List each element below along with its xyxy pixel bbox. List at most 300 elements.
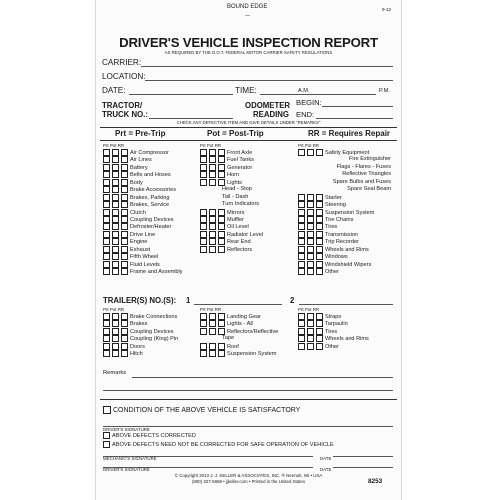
doors-rr-checkbox[interactable] (121, 343, 128, 350)
legend-bottom-rule (100, 140, 397, 141)
wheels-and-rims-rr-checkbox[interactable] (316, 335, 323, 342)
item-row-muffler (200, 216, 263, 223)
item-label: Reflectors/Reflective (227, 328, 279, 335)
steering-prt-checkbox[interactable] (298, 201, 305, 208)
bound-edge-tick: — (245, 13, 250, 19)
brake-accessories-pot-checkbox[interactable] (112, 186, 119, 193)
fuel-tanks-pot-checkbox[interactable] (209, 156, 216, 163)
exhaust-pot-checkbox[interactable] (112, 246, 119, 253)
wheels-and-rims-prt-checkbox[interactable] (298, 246, 305, 253)
generator-prt-checkbox[interactable] (200, 164, 207, 171)
item-row-clutch (103, 209, 183, 216)
item-row-tape (200, 335, 278, 342)
lights-prt-checkbox[interactable] (200, 179, 207, 186)
legend-top-rule (100, 127, 397, 128)
coupling-devices-pot-checkbox[interactable] (112, 328, 119, 335)
item-label: Tires (325, 224, 338, 231)
safety-equipment-rr-checkbox[interactable] (316, 149, 323, 156)
odometer-label: ODOMETER (245, 101, 291, 110)
battery-prt-checkbox[interactable] (103, 164, 110, 171)
defects-not-needed-checkbox[interactable] (103, 441, 110, 448)
body-pot-checkbox[interactable] (112, 179, 119, 186)
brake-accessories-prt-checkbox[interactable] (103, 186, 110, 193)
drive-line-pot-checkbox[interactable] (112, 231, 119, 238)
suspension-system-pot-checkbox[interactable] (307, 209, 314, 216)
legend-post-trip: Pot = Post-Trip (207, 129, 264, 138)
mirrors-prt-checkbox[interactable] (200, 209, 207, 216)
item-row-landing-gear (200, 313, 278, 320)
driver-date-label: DATE (320, 467, 332, 472)
item-label: Fluid Levels (130, 261, 160, 268)
item-label: Straps (325, 313, 342, 320)
air-compressor-rr-checkbox[interactable] (121, 149, 128, 156)
other-prt-checkbox[interactable] (298, 343, 305, 350)
generator-rr-checkbox[interactable] (218, 164, 225, 171)
tarpaulin-prt-checkbox[interactable] (298, 320, 305, 327)
air-lines-pot-checkbox[interactable] (112, 156, 119, 163)
trip-recorder-prt-checkbox[interactable] (298, 238, 305, 245)
item-label: Coupling Devices (130, 216, 174, 223)
roof-prt-checkbox[interactable] (200, 343, 207, 350)
straps-prt-checkbox[interactable] (298, 313, 305, 320)
item-label: Roof (227, 343, 239, 350)
trailer-number-2-field[interactable] (299, 304, 393, 305)
item-row-belts-and-hoses (103, 171, 183, 178)
item-row-safety-equipment (298, 149, 393, 156)
drive-line-prt-checkbox[interactable] (103, 231, 110, 238)
item-label: Suspension System (227, 351, 277, 358)
coupling-devices-prt-checkbox[interactable] (103, 328, 110, 335)
tractor-label: TRACTOR/ (102, 101, 143, 110)
straps-pot-checkbox[interactable] (307, 313, 314, 320)
coupling-devices-prt-checkbox[interactable] (103, 216, 110, 223)
item-row-roof (200, 343, 278, 350)
wheels-and-rims-rr-checkbox[interactable] (316, 246, 323, 253)
trailer-col2-heads (200, 308, 221, 312)
radiator-level-pot-checkbox[interactable] (209, 231, 216, 238)
tire-chains-rr-checkbox[interactable] (316, 216, 323, 223)
item-label: Tarpaulin (325, 321, 348, 328)
muffler-prt-checkbox[interactable] (200, 216, 207, 223)
reflectors-reflective-prt-checkbox[interactable] (200, 328, 207, 335)
item-row-other (298, 343, 369, 350)
legend-pre-trip: Prt = Pre-Trip (115, 129, 166, 138)
coupling-devices-rr-checkbox[interactable] (121, 328, 128, 335)
other-rr-checkbox[interactable] (316, 268, 323, 275)
item-row-coupling-king-pin (103, 335, 178, 342)
reflectors-reflective-rr-checkbox[interactable] (218, 328, 225, 335)
belts-and-hoses-prt-checkbox[interactable] (103, 171, 110, 178)
doors-pot-checkbox[interactable] (112, 343, 119, 350)
rear-end-rr-checkbox[interactable] (218, 238, 225, 245)
generator-pot-checkbox[interactable] (209, 164, 216, 171)
item-label: Other (325, 343, 339, 350)
item-label: Air Lines (130, 157, 152, 164)
brakes-service-prt-checkbox[interactable] (103, 201, 110, 208)
other-rr-checkbox[interactable] (316, 343, 323, 350)
body-rr-checkbox[interactable] (121, 179, 128, 186)
tires-pot-checkbox[interactable] (307, 328, 314, 335)
trip-recorder-pot-checkbox[interactable] (307, 238, 314, 245)
oil-level-prt-checkbox[interactable] (200, 223, 207, 230)
landing-gear-rr-checkbox[interactable] (218, 313, 225, 320)
tarpaulin-pot-checkbox[interactable] (307, 320, 314, 327)
prt-head: Prt (103, 307, 109, 312)
hitch-pot-checkbox[interactable] (112, 350, 119, 357)
check-note: CHECK ANY DEFECTIVE ITEM AND GIVE DETAILS UNDER "REMARKS" (176, 120, 321, 125)
item-row-steering (298, 201, 393, 208)
footer-copyright: © Copyright 2013 J. J. KELLER & ASSOCIATES, INC. ® Neenah, WI • USA (174, 473, 323, 478)
mechanic-signature-label: MECHANIC'S SIGNATURE (103, 456, 157, 461)
clutch-prt-checkbox[interactable] (103, 209, 110, 216)
windows-prt-checkbox[interactable] (298, 253, 305, 260)
coupling-devices-pot-checkbox[interactable] (112, 216, 119, 223)
inspection-report-sheet (96, 0, 401, 500)
item-label: Safety Equipment (325, 149, 370, 156)
frame-and-assembly-rr-checkbox[interactable] (121, 268, 128, 275)
lights-all-rr-checkbox[interactable] (218, 320, 225, 327)
item-label: Belts and Hoses (130, 172, 171, 179)
transmission-prt-checkbox[interactable] (298, 231, 305, 238)
item-label: Clutch (130, 209, 146, 216)
location-field[interactable] (145, 80, 393, 81)
brake-connections-prt-checkbox[interactable] (103, 313, 110, 320)
oil-level-pot-checkbox[interactable] (209, 223, 216, 230)
rr-head: RR (214, 307, 222, 312)
item-label: Lights (227, 179, 242, 186)
air-compressor-pot-checkbox[interactable] (112, 149, 119, 156)
item-label: Coupling Devices (130, 328, 174, 335)
item-row-horn (200, 171, 263, 178)
item-row-other (298, 268, 393, 275)
prt-head: Prt (298, 143, 304, 148)
item-row-wheels-and-rims (298, 335, 369, 342)
brakes-service-rr-checkbox[interactable] (121, 201, 128, 208)
remarks-line-2[interactable] (103, 390, 393, 391)
landing-gear-prt-checkbox[interactable] (200, 313, 207, 320)
item-label: Horn (227, 172, 240, 179)
front-axle-rr-checkbox[interactable] (218, 149, 225, 156)
date-label: DATE: (102, 86, 126, 95)
mechanic-date-line[interactable] (333, 456, 393, 457)
defroster-heater-pot-checkbox[interactable] (112, 223, 119, 230)
horn-pot-checkbox[interactable] (209, 171, 216, 178)
item-row-coupling-devices (103, 328, 178, 335)
item-row-tire-chains (298, 216, 393, 223)
oil-level-rr-checkbox[interactable] (218, 223, 225, 230)
muffler-rr-checkbox[interactable] (218, 216, 225, 223)
item-label: Windshield Wipers (325, 261, 372, 268)
prt-head: Prt (200, 143, 206, 148)
windshield-wipers-prt-checkbox[interactable] (298, 261, 305, 268)
item-label: Brakes, Parking (130, 194, 170, 201)
engine-pot-checkbox[interactable] (112, 238, 119, 245)
frame-and-assembly-pot-checkbox[interactable] (112, 268, 119, 275)
brakes-service-pot-checkbox[interactable] (112, 201, 119, 208)
lights-rr-checkbox[interactable] (218, 179, 225, 186)
fluid-levels-prt-checkbox[interactable] (103, 261, 110, 268)
engine-rr-checkbox[interactable] (121, 238, 128, 245)
clutch-pot-checkbox[interactable] (112, 209, 119, 216)
tire-chains-prt-checkbox[interactable] (298, 216, 305, 223)
item-label: Mirrors (227, 209, 245, 216)
front-axle-prt-checkbox[interactable] (200, 149, 207, 156)
wheels-and-rims-pot-checkbox[interactable] (307, 335, 314, 342)
item-label: Wheels and Rims (325, 336, 369, 343)
trailer-items-col1 (103, 313, 178, 358)
report-title: DRIVER'S VEHICLE INSPECTION REPORT (119, 35, 378, 50)
item-row-front-axle (200, 149, 263, 156)
safety-equipment-pot-checkbox[interactable] (307, 149, 314, 156)
steering-rr-checkbox[interactable] (316, 201, 323, 208)
remarks-line-1[interactable] (132, 377, 393, 378)
starter-prt-checkbox[interactable] (298, 194, 305, 201)
begin-field[interactable] (322, 106, 393, 107)
other-pot-checkbox[interactable] (307, 343, 314, 350)
condition-satisfactory-checkbox[interactable] (103, 406, 111, 414)
starter-rr-checkbox[interactable] (316, 194, 323, 201)
fifth-wheel-pot-checkbox[interactable] (112, 253, 119, 260)
steering-pot-checkbox[interactable] (307, 201, 314, 208)
location-label: LOCATION: (102, 72, 146, 81)
trailer-col1-heads (103, 308, 124, 312)
tires-rr-checkbox[interactable] (316, 328, 323, 335)
item-label: Brake Accessories (130, 187, 177, 194)
suspension-system-rr-checkbox[interactable] (218, 350, 225, 357)
reflectors-pot-checkbox[interactable] (209, 246, 216, 253)
lights-all-prt-checkbox[interactable] (200, 320, 207, 327)
trailer-number-2-label: 2 (290, 296, 295, 305)
defects-corrected-checkbox[interactable] (103, 432, 110, 439)
brake-accessories-rr-checkbox[interactable] (121, 186, 128, 193)
col1-heads (103, 144, 124, 148)
item-label: Tape (222, 335, 235, 342)
tires-prt-checkbox[interactable] (298, 223, 305, 230)
horn-prt-checkbox[interactable] (200, 171, 207, 178)
carrier-field[interactable] (141, 66, 393, 67)
windows-rr-checkbox[interactable] (316, 253, 323, 260)
transmission-rr-checkbox[interactable] (316, 231, 323, 238)
brakes-prt-checkbox[interactable] (103, 320, 110, 327)
other-pot-checkbox[interactable] (307, 268, 314, 275)
item-label: Fire Extinguisher (349, 156, 391, 163)
item-label: Spare Seal Beam (347, 186, 391, 193)
pot-head: Pot (109, 307, 117, 312)
horn-rr-checkbox[interactable] (218, 171, 225, 178)
rear-end-pot-checkbox[interactable] (209, 238, 216, 245)
brakes-pot-checkbox[interactable] (112, 320, 119, 327)
frame-and-assembly-prt-checkbox[interactable] (103, 268, 110, 275)
end-field[interactable] (316, 118, 393, 119)
trailer-items-col3 (298, 313, 369, 350)
item-label: Battery (130, 164, 148, 171)
mechanic-date-label: DATE (320, 456, 332, 461)
exhaust-prt-checkbox[interactable] (103, 246, 110, 253)
brakes-rr-checkbox[interactable] (121, 320, 128, 327)
battery-pot-checkbox[interactable] (112, 164, 119, 171)
defects-corrected-row (103, 432, 196, 440)
item-label: Tires (325, 328, 338, 335)
item-row-turn-indicators (200, 201, 263, 208)
date-field[interactable] (129, 94, 233, 95)
suspension-system-pot-checkbox[interactable] (209, 350, 216, 357)
legend-requires-repair: RR = Requires Repair (308, 129, 391, 138)
pot-head: Pot (304, 307, 312, 312)
fuel-tanks-prt-checkbox[interactable] (200, 156, 207, 163)
muffler-pot-checkbox[interactable] (209, 216, 216, 223)
item-row-tail-dash (200, 194, 263, 201)
item-label: Suspension System (325, 209, 375, 216)
starter-pot-checkbox[interactable] (307, 194, 314, 201)
front-axle-pot-checkbox[interactable] (209, 149, 216, 156)
col2-heads (200, 144, 221, 148)
time-field[interactable] (260, 94, 376, 95)
item-row-wheels-and-rims (298, 246, 393, 253)
transmission-pot-checkbox[interactable] (307, 231, 314, 238)
defroster-heater-rr-checkbox[interactable] (121, 223, 128, 230)
item-label: Muffler (227, 216, 244, 223)
brakes-parking-prt-checkbox[interactable] (103, 194, 110, 201)
tires-prt-checkbox[interactable] (298, 328, 305, 335)
fifth-wheel-prt-checkbox[interactable] (103, 253, 110, 260)
brake-connections-rr-checkbox[interactable] (121, 313, 128, 320)
air-lines-prt-checkbox[interactable] (103, 156, 110, 163)
doors-prt-checkbox[interactable] (103, 343, 110, 350)
engine-prt-checkbox[interactable] (103, 238, 110, 245)
item-row-body (103, 179, 183, 186)
pot-head: Pot (206, 307, 214, 312)
defects-not-needed-label: ABOVE DEFECTS NEED NOT BE CORRECTED FOR SAFE OPERATION OF VEHICLE (112, 441, 334, 448)
suspension-system-prt-checkbox[interactable] (200, 350, 207, 357)
item-label: Brakes, Service (130, 202, 170, 209)
windshield-wipers-rr-checkbox[interactable] (316, 261, 323, 268)
reflectors-prt-checkbox[interactable] (200, 246, 207, 253)
item-row-drive-line (103, 231, 183, 238)
item-label: Reflective Triangles (342, 171, 391, 178)
belts-and-hoses-rr-checkbox[interactable] (121, 171, 128, 178)
item-label: Tail - Dash (222, 193, 249, 200)
suspension-system-prt-checkbox[interactable] (298, 209, 305, 216)
fuel-tanks-rr-checkbox[interactable] (218, 156, 225, 163)
coupling-devices-rr-checkbox[interactable] (121, 216, 128, 223)
landing-gear-pot-checkbox[interactable] (209, 313, 216, 320)
radiator-level-rr-checkbox[interactable] (218, 231, 225, 238)
item-label: Steering (325, 202, 346, 209)
lights-all-pot-checkbox[interactable] (209, 320, 216, 327)
pot-head: Pot (304, 143, 312, 148)
fluid-levels-pot-checkbox[interactable] (112, 261, 119, 268)
straps-rr-checkbox[interactable] (316, 313, 323, 320)
rr-head: RR (214, 143, 222, 148)
item-row-tarpaulin (298, 320, 369, 327)
tires-pot-checkbox[interactable] (307, 223, 314, 230)
fifth-wheel-rr-checkbox[interactable] (121, 253, 128, 260)
brake-connections-pot-checkbox[interactable] (112, 313, 119, 320)
coupling-king-pin-prt-checkbox[interactable] (103, 335, 110, 342)
belts-and-hoses-pot-checkbox[interactable] (112, 171, 119, 178)
tarpaulin-rr-checkbox[interactable] (316, 320, 323, 327)
item-row-flags-flares-fuses (298, 164, 393, 171)
truck-no-field[interactable] (149, 118, 233, 119)
other-prt-checkbox[interactable] (298, 268, 305, 275)
battery-rr-checkbox[interactable] (121, 164, 128, 171)
item-label: Head - Stop (222, 186, 252, 193)
safety-equipment-prt-checkbox[interactable] (298, 149, 305, 156)
defroster-heater-prt-checkbox[interactable] (103, 223, 110, 230)
pot-head: Pot (206, 143, 214, 148)
item-label: Coupling (King) Pin (130, 336, 179, 343)
carrier-label: CARRIER: (102, 58, 142, 67)
item-label: Oil Level (227, 224, 249, 231)
item-row-tires (298, 223, 393, 230)
item-label: Turn Indicators (222, 201, 260, 208)
rr-head: RR (312, 143, 320, 148)
clutch-rr-checkbox[interactable] (121, 209, 128, 216)
wheels-and-rims-prt-checkbox[interactable] (298, 335, 305, 342)
trailer-number-1-field[interactable] (194, 304, 282, 305)
lights-pot-checkbox[interactable] (209, 179, 216, 186)
item-label: Wheels and Rims (325, 246, 369, 253)
prt-head: Prt (200, 307, 206, 312)
wheels-and-rims-pot-checkbox[interactable] (307, 246, 314, 253)
item-label: Front Axle (227, 149, 253, 156)
item-row-air-compressor (103, 149, 183, 156)
item-row-brake-accessories (103, 186, 183, 193)
radiator-level-prt-checkbox[interactable] (200, 231, 207, 238)
windows-pot-checkbox[interactable] (307, 253, 314, 260)
item-label: Spare Bulbs and Fuses (332, 178, 391, 185)
driver-date-line[interactable] (333, 467, 393, 468)
suspension-system-rr-checkbox[interactable] (316, 209, 323, 216)
tires-rr-checkbox[interactable] (316, 223, 323, 230)
pm-label: P.M. (379, 88, 390, 94)
coupling-king-pin-pot-checkbox[interactable] (112, 335, 119, 342)
tractor-items-col3 (298, 149, 393, 275)
hitch-prt-checkbox[interactable] (103, 350, 110, 357)
hitch-rr-checkbox[interactable] (121, 350, 128, 357)
tire-chains-pot-checkbox[interactable] (307, 216, 314, 223)
trip-recorder-rr-checkbox[interactable] (316, 238, 323, 245)
rear-end-prt-checkbox[interactable] (200, 238, 207, 245)
brakes-parking-pot-checkbox[interactable] (112, 194, 119, 201)
exhaust-rr-checkbox[interactable] (121, 246, 128, 253)
item-row-tires (298, 328, 369, 335)
mirrors-rr-checkbox[interactable] (218, 209, 225, 216)
reflectors-rr-checkbox[interactable] (218, 246, 225, 253)
item-row-fire-extinguisher (298, 156, 393, 163)
air-compressor-prt-checkbox[interactable] (103, 149, 110, 156)
windshield-wipers-pot-checkbox[interactable] (307, 261, 314, 268)
brakes-parking-rr-checkbox[interactable] (121, 194, 128, 201)
pot-head: Pot (109, 143, 117, 148)
item-label: Exhaust (130, 246, 151, 253)
mirrors-pot-checkbox[interactable] (209, 209, 216, 216)
reading-label: READING (253, 110, 289, 119)
coupling-king-pin-rr-checkbox[interactable] (121, 335, 128, 342)
drive-line-rr-checkbox[interactable] (121, 231, 128, 238)
roof-rr-checkbox[interactable] (218, 343, 225, 350)
prt-head: Prt (103, 143, 109, 148)
roof-pot-checkbox[interactable] (209, 343, 216, 350)
fluid-levels-rr-checkbox[interactable] (121, 261, 128, 268)
item-row-coupling-devices (103, 216, 183, 223)
footer-phone: (800) 327-6868 • jjkeller.com • Printed in the United States (191, 479, 306, 484)
body-prt-checkbox[interactable] (103, 179, 110, 186)
air-lines-rr-checkbox[interactable] (121, 156, 128, 163)
item-row-transmission (298, 231, 393, 238)
trailer-col3-heads (298, 308, 319, 312)
reflectors-reflective-pot-checkbox[interactable] (209, 328, 216, 335)
